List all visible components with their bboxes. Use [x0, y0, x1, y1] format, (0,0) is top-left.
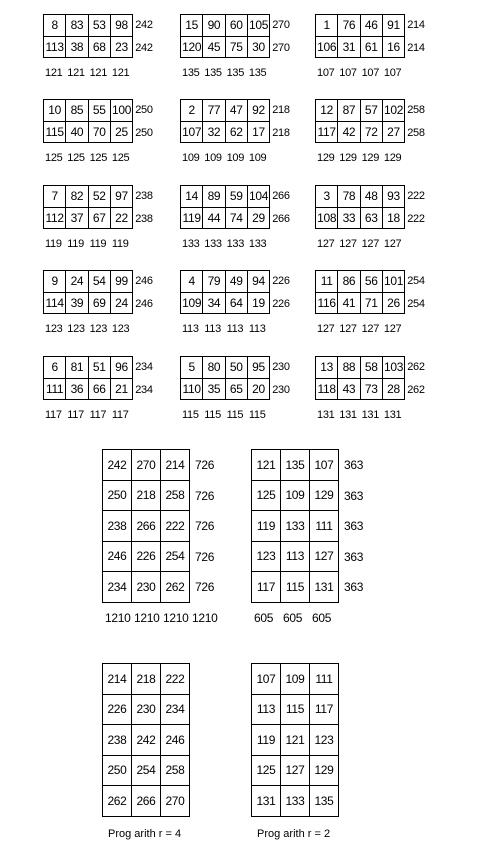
column-sum: 125	[45, 152, 63, 164]
table-cell: 23	[110, 36, 133, 59]
column-sum: 125	[89, 152, 108, 164]
table-cell: 119	[180, 207, 203, 230]
row-sum: 363	[344, 488, 364, 503]
table-cell: 121	[280, 724, 310, 756]
table-cell: 104	[247, 185, 270, 208]
table-cell: 109	[180, 292, 203, 315]
row-sum: 270	[272, 41, 290, 54]
row-sum: 230	[272, 361, 290, 373]
row-sum: 230	[272, 383, 290, 396]
table-cell: 111	[43, 378, 66, 401]
row-sum: 218	[272, 104, 290, 116]
table-cell: 106	[315, 36, 338, 59]
table-cell: 79	[202, 270, 225, 293]
table-cell: 7	[43, 185, 66, 208]
table-cell: 96	[110, 356, 133, 379]
table-cell: 118	[315, 378, 338, 401]
table-cell: 127	[280, 755, 310, 787]
table-cell: 262	[160, 571, 190, 603]
table-cell: 92	[247, 99, 270, 122]
column-sum: 1210	[163, 610, 189, 625]
table-cell: 64	[225, 292, 248, 315]
table-cell: 93	[382, 185, 405, 208]
table-cell: 230	[131, 571, 161, 603]
table-cell: 133	[280, 510, 310, 542]
column-sum: 135	[248, 67, 267, 79]
table-cell: 125	[251, 480, 281, 512]
table-cell: 10	[43, 99, 66, 122]
table-cell: 24	[65, 270, 88, 293]
row-sum: 363	[344, 458, 364, 472]
table-cell: 72	[360, 121, 383, 144]
column-sum: 117	[111, 409, 129, 421]
table-cell: 21	[110, 378, 133, 401]
table-cell: 28	[382, 378, 405, 401]
table-cell: 254	[131, 755, 161, 787]
column-sum: 109	[204, 152, 222, 164]
table-cell: 63	[360, 207, 383, 230]
column-sum: 605	[283, 610, 303, 625]
column-sum: 109	[226, 152, 245, 164]
table-cell: 57	[360, 99, 383, 122]
table-cell: 33	[337, 207, 360, 230]
table-cell: 115	[280, 694, 310, 726]
row-sum: 222	[407, 190, 425, 202]
table-cell: 58	[360, 356, 383, 379]
table-cell: 238	[102, 724, 132, 756]
column-sum: 135	[182, 67, 200, 79]
column-sum: 133	[182, 238, 200, 250]
table-cell: 27	[382, 121, 405, 144]
column-sum: 123	[45, 323, 63, 335]
column-sum: 107	[339, 67, 357, 79]
table-cell: 111	[309, 663, 339, 695]
column-sum: 121	[45, 67, 63, 79]
column-sum: 115	[226, 409, 244, 421]
table-cell: 17	[247, 121, 270, 144]
table-cell: 103	[382, 356, 405, 379]
column-sum: 119	[111, 238, 129, 250]
column-sum: 115	[248, 409, 266, 421]
row-sum: 270	[272, 19, 290, 31]
table-cell: 38	[65, 36, 88, 59]
table-cell: 135	[280, 449, 310, 481]
table-cell: 270	[160, 785, 190, 817]
table-cell: 24	[110, 292, 133, 315]
table-cell: 55	[88, 99, 111, 122]
table-cell: 19	[247, 292, 270, 315]
table-cell: 222	[160, 510, 190, 542]
table-cell: 34	[202, 292, 225, 315]
column-sum: 127	[361, 323, 380, 335]
table-cell: 123	[309, 724, 339, 756]
column-sum: 109	[248, 152, 267, 164]
table-cell: 94	[247, 270, 270, 293]
table-cell: 50	[225, 356, 248, 379]
column-sum: 127	[317, 238, 335, 250]
table-cell: 46	[360, 14, 383, 37]
table-cell: 119	[251, 724, 281, 756]
table-cell: 18	[382, 207, 405, 230]
column-sum: 131	[361, 409, 380, 421]
table-cell: 102	[382, 99, 405, 122]
row-sum: 363	[344, 519, 364, 533]
table-cell: 68	[88, 36, 111, 59]
table-cell: 80	[202, 356, 225, 379]
row-sum: 254	[407, 297, 425, 310]
table-cell: 218	[131, 663, 161, 695]
table-cell: 82	[65, 185, 88, 208]
table-cell: 20	[247, 378, 270, 401]
column-sum: 113	[248, 323, 266, 335]
row-sum: 226	[272, 297, 290, 310]
table-cell: 125	[251, 755, 281, 787]
column-sum: 127	[317, 323, 335, 335]
grid-caption: Prog arith r = 4	[108, 827, 182, 840]
table-cell: 226	[131, 541, 161, 573]
table-cell: 131	[309, 571, 339, 603]
column-sum: 129	[361, 152, 380, 164]
table-cell: 117	[315, 121, 338, 144]
column-sum: 127	[339, 323, 357, 335]
row-sum: 726	[195, 549, 215, 564]
table-cell: 117	[309, 694, 339, 726]
table-cell: 266	[131, 785, 161, 817]
table-cell: 119	[251, 510, 281, 542]
row-sum: 222	[407, 212, 425, 225]
column-sum: 121	[111, 67, 130, 79]
table-cell: 242	[131, 724, 161, 756]
table-cell: 42	[337, 121, 360, 144]
table-cell: 107	[180, 121, 203, 144]
table-cell: 65	[225, 378, 248, 401]
table-cell: 226	[102, 694, 132, 726]
table-cell: 258	[160, 755, 190, 787]
table-cell: 16	[382, 36, 405, 59]
column-sum: 129	[339, 152, 357, 164]
table-cell: 107	[251, 663, 281, 695]
column-sum: 133	[204, 238, 222, 250]
table-cell: 115	[280, 571, 310, 603]
column-sum: 131	[317, 409, 335, 421]
table-cell: 246	[102, 541, 132, 573]
row-sum: 238	[135, 212, 153, 225]
table-cell: 88	[337, 356, 360, 379]
table-cell: 71	[360, 292, 383, 315]
table-cell: 26	[382, 292, 405, 315]
column-sum: 127	[361, 238, 380, 250]
table-cell: 115	[43, 121, 66, 144]
row-sum: 726	[195, 580, 215, 594]
table-cell: 242	[102, 449, 132, 481]
table-cell: 97	[110, 185, 133, 208]
row-sum: 266	[272, 212, 290, 225]
table-cell: 56	[360, 270, 383, 293]
table-cell: 110	[180, 378, 203, 401]
table-cell: 218	[131, 480, 161, 512]
column-sum: 117	[67, 409, 84, 421]
table-cell: 13	[315, 356, 338, 379]
table-cell: 35	[202, 378, 225, 401]
table-cell: 61	[360, 36, 383, 59]
table-cell: 120	[180, 36, 203, 59]
table-cell: 109	[280, 480, 310, 512]
row-sum: 250	[135, 104, 153, 116]
table-cell: 105	[247, 14, 270, 37]
column-sum: 107	[317, 67, 335, 79]
column-sum: 125	[67, 152, 85, 164]
table-cell: 100	[110, 99, 133, 122]
column-sum: 115	[204, 409, 221, 421]
table-cell: 107	[309, 449, 339, 481]
table-cell: 111	[309, 510, 339, 542]
table-cell: 214	[160, 449, 190, 481]
table-cell: 108	[315, 207, 338, 230]
table-cell: 114	[43, 292, 66, 315]
column-sum: 113	[226, 323, 244, 335]
column-sum: 125	[111, 152, 130, 164]
table-cell: 29	[247, 207, 270, 230]
table-cell: 133	[280, 785, 310, 817]
table-cell: 131	[251, 785, 281, 817]
table-cell: 14	[180, 185, 203, 208]
table-cell: 129	[309, 480, 339, 512]
row-sum: 246	[135, 275, 153, 287]
table-cell: 47	[225, 99, 248, 122]
table-cell: 81	[65, 356, 88, 379]
row-sum: 218	[272, 126, 290, 139]
table-cell: 78	[337, 185, 360, 208]
table-cell: 234	[102, 571, 132, 603]
column-sum: 129	[317, 152, 335, 164]
column-sum: 133	[226, 238, 245, 250]
column-sum: 1210	[134, 610, 160, 625]
table-cell: 113	[43, 36, 66, 59]
table-cell: 127	[309, 541, 339, 573]
table-cell: 101	[382, 270, 405, 293]
table-cell: 9	[43, 270, 66, 293]
table-cell: 214	[102, 663, 132, 695]
table-cell: 109	[280, 663, 310, 695]
table-cell: 250	[102, 755, 132, 787]
column-sum: 135	[226, 67, 245, 79]
table-cell: 116	[315, 292, 338, 315]
table-cell: 91	[382, 14, 405, 37]
table-cell: 121	[251, 449, 281, 481]
table-cell: 113	[280, 541, 310, 573]
column-sum: 119	[67, 238, 84, 250]
table-cell: 44	[202, 207, 225, 230]
table-cell: 85	[65, 99, 88, 122]
row-sum: 214	[407, 19, 425, 31]
row-sum: 254	[407, 275, 425, 287]
table-cell: 30	[247, 36, 270, 59]
column-sum: 107	[361, 67, 380, 79]
table-cell: 90	[202, 14, 225, 37]
row-sum: 363	[344, 580, 364, 594]
table-cell: 70	[88, 121, 111, 144]
column-sum: 135	[204, 67, 222, 79]
table-cell: 54	[88, 270, 111, 293]
table-cell: 51	[88, 356, 111, 379]
column-sum: 115	[182, 409, 199, 421]
table-cell: 98	[110, 14, 133, 37]
table-cell: 129	[309, 755, 339, 787]
column-sum: 1210	[105, 610, 131, 625]
row-sum: 726	[195, 488, 215, 503]
table-cell: 12	[315, 99, 338, 122]
column-sum: 129	[383, 152, 402, 164]
row-sum: 363	[344, 549, 364, 564]
table-cell: 53	[88, 14, 111, 37]
table-cell: 262	[102, 785, 132, 817]
table-cell: 250	[102, 480, 132, 512]
table-cell: 62	[225, 121, 248, 144]
table-cell: 22	[110, 207, 133, 230]
column-sum: 121	[67, 67, 85, 79]
table-cell: 3	[315, 185, 338, 208]
row-sum: 726	[195, 519, 215, 533]
table-cell: 246	[160, 724, 190, 756]
grid-caption: Prog arith r = 2	[257, 827, 331, 840]
row-sum: 226	[272, 275, 290, 287]
column-sum: 113	[182, 323, 199, 335]
column-sum: 119	[45, 238, 62, 250]
column-sum: 123	[89, 323, 108, 335]
column-sum: 119	[89, 238, 107, 250]
table-cell: 238	[102, 510, 132, 542]
row-sum: 258	[407, 126, 425, 139]
table-cell: 66	[88, 378, 111, 401]
table-cell: 73	[360, 378, 383, 401]
table-cell: 8	[43, 14, 66, 37]
row-sum: 238	[135, 190, 153, 202]
column-sum: 127	[383, 323, 402, 335]
table-cell: 59	[225, 185, 248, 208]
table-cell: 39	[65, 292, 88, 315]
column-sum: 121	[89, 67, 108, 79]
table-cell: 112	[43, 207, 66, 230]
table-cell: 69	[88, 292, 111, 315]
table-cell: 87	[337, 99, 360, 122]
table-cell: 230	[131, 694, 161, 726]
table-cell: 36	[65, 378, 88, 401]
column-sum: 109	[182, 152, 200, 164]
table-cell: 222	[160, 663, 190, 695]
table-cell: 41	[337, 292, 360, 315]
table-cell: 48	[360, 185, 383, 208]
table-cell: 75	[225, 36, 248, 59]
table-cell: 67	[88, 207, 111, 230]
table-cell: 1	[315, 14, 338, 37]
table-cell: 40	[65, 121, 88, 144]
table-cell: 234	[160, 694, 190, 726]
table-cell: 135	[309, 785, 339, 817]
table-cell: 15	[180, 14, 203, 37]
row-sum: 234	[135, 383, 153, 396]
table-cell: 5	[180, 356, 203, 379]
row-sum: 726	[195, 458, 215, 472]
table-cell: 6	[43, 356, 66, 379]
column-sum: 133	[248, 238, 267, 250]
column-sum: 123	[67, 323, 85, 335]
table-cell: 270	[131, 449, 161, 481]
table-cell: 25	[110, 121, 133, 144]
table-cell: 83	[65, 14, 88, 37]
table-cell: 32	[202, 121, 225, 144]
column-sum: 605	[312, 610, 332, 625]
table-cell: 31	[337, 36, 360, 59]
column-sum: 117	[89, 409, 107, 421]
column-sum: 117	[45, 409, 62, 421]
row-sum: 262	[407, 383, 425, 396]
row-sum: 250	[135, 126, 153, 139]
column-sum: 107	[383, 67, 402, 79]
table-cell: 123	[251, 541, 281, 573]
table-cell: 77	[202, 99, 225, 122]
table-cell: 117	[251, 571, 281, 603]
table-cell: 266	[131, 510, 161, 542]
column-sum: 1210	[192, 610, 218, 625]
column-sum: 127	[383, 238, 402, 250]
row-sum: 234	[135, 361, 153, 373]
table-cell: 2	[180, 99, 203, 122]
table-cell: 74	[225, 207, 248, 230]
table-cell: 254	[160, 541, 190, 573]
row-sum: 242	[135, 19, 153, 31]
table-cell: 99	[110, 270, 133, 293]
table-cell: 258	[160, 480, 190, 512]
table-cell: 60	[225, 14, 248, 37]
row-sum: 242	[135, 41, 153, 54]
table-cell: 86	[337, 270, 360, 293]
column-sum: 605	[254, 610, 274, 625]
table-cell: 76	[337, 14, 360, 37]
table-cell: 4	[180, 270, 203, 293]
row-sum: 258	[407, 104, 425, 116]
column-sum: 113	[204, 323, 221, 335]
row-sum: 246	[135, 297, 153, 310]
table-cell: 45	[202, 36, 225, 59]
table-cell: 113	[251, 694, 281, 726]
table-cell: 49	[225, 270, 248, 293]
column-sum: 131	[339, 409, 357, 421]
table-cell: 43	[337, 378, 360, 401]
table-cell: 37	[65, 207, 88, 230]
row-sum: 266	[272, 190, 290, 202]
column-sum: 127	[339, 238, 357, 250]
table-cell: 95	[247, 356, 270, 379]
row-sum: 262	[407, 361, 425, 373]
table-cell: 52	[88, 185, 111, 208]
column-sum: 131	[383, 409, 402, 421]
table-cell: 11	[315, 270, 338, 293]
table-cell: 89	[202, 185, 225, 208]
row-sum: 214	[407, 41, 425, 54]
column-sum: 123	[111, 323, 130, 335]
